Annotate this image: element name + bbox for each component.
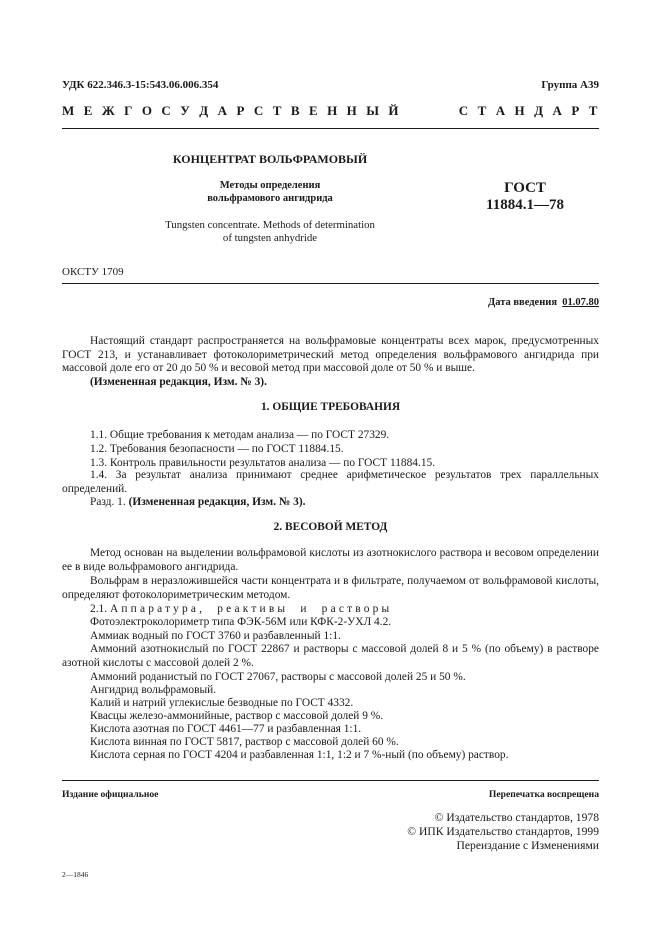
s2-item-5: Ангидрид вольфрамовый. — [90, 684, 217, 696]
s2-item-7: Квасцы железо-аммонийные, раствор с массовой долей 9 %. — [90, 710, 384, 722]
s2-subsection-label: Аппаратура, реактивы и растворы — [109, 603, 393, 615]
s2-item-1: Фотоэлектроколориметр типа ФЭК-56М или КФК-2-УХЛ 4.2. — [90, 616, 392, 628]
copyright-1999: © ИПК Издательство стандартов, 1999 — [407, 825, 599, 838]
copyright-block — [407, 811, 599, 853]
intro-date-value: 01.07.80 — [562, 297, 599, 308]
s2-item-8: Кислота азотная по ГОСТ 4461—77 и разбавленная 1:1. — [90, 723, 362, 735]
english-line-2: of tungsten anhydride — [222, 232, 318, 244]
udk-code: УДК 622.346.3-15:543.06.006.354 — [62, 79, 219, 91]
section-1-heading: 1. ОБЩИЕ ТРЕБОВАНИЯ — [260, 401, 401, 413]
s2-paragraph-1: Метод основан на выделении вольфрамовой кислоты из азотнокислого раствора и весовом определении ее в виде вольфрамового ангидрида. — [62, 547, 599, 573]
section-2-heading: 2. ВЕСОВОЙ МЕТОД — [273, 521, 388, 533]
subtitle-line-1: Методы определения — [219, 180, 321, 191]
s1-item-2: 1.2. Требования безопасности — по ГОСТ 11884.15. — [90, 443, 344, 455]
banner-standard: С Т А Н Д А Р Т — [458, 103, 599, 118]
reprint-notice: Перепечатка воспрещена — [488, 789, 599, 800]
s2-subsection-number: 2.1. — [90, 603, 108, 615]
doc-subtitle — [120, 179, 420, 205]
s2-item-2: Аммиак водный по ГОСТ 3760 и разбавленный 1:1. — [90, 630, 341, 642]
print-code: 2—1846 — [62, 870, 89, 879]
s1-item-1: 1.1. Общие требования к методам анализа — по ГОСТ 27329. — [90, 429, 390, 441]
gost-code: 11884.1—78 — [486, 197, 564, 213]
s1-revision — [90, 496, 599, 510]
header-rule — [62, 128, 599, 129]
gost-number — [460, 180, 590, 214]
group-label: Группа А39 — [541, 79, 599, 91]
s2-item-10: Кислота серная по ГОСТ 4204 и разбавленная 1:1, 1:2 и 7 %-ный (по объему) раствор. — [90, 749, 509, 761]
official-edition: Издание официальное — [62, 789, 159, 800]
s1-item-4: 1.4. За результат анализа принимают среднее арифметическое результатов трех параллельных определений. — [62, 469, 599, 495]
footer-rule — [62, 780, 599, 781]
reissue-note: Переиздание с Изменениями — [456, 839, 599, 852]
copyright-1978: © Издательство стандартов, 1978 — [434, 811, 599, 824]
s2-subsection-title — [90, 603, 599, 617]
s1-item-3: 1.3. Контроль правильности результатов анализа — по ГОСТ 11884.15. — [90, 457, 436, 469]
doc-title-english — [120, 219, 420, 245]
okstu-code: ОКСТУ 1709 — [62, 266, 124, 278]
s2-item-3: Аммоний азотнокислый по ГОСТ 22867 и растворы с массовой долей 8 и 5 % (по объему) в растворе азотной кислоты с массовой долей 2 %. — [62, 643, 599, 669]
s2-paragraph-2: Вольфрам в неразложившейся части концентрата и в фильтрате, получаемом от вольфрамовой кислоты, определяют фотоколориметрическим методом. — [62, 575, 599, 601]
doc-title: КОНЦЕНТРАТ ВОЛЬФРАМОВЫЙ — [172, 152, 368, 166]
s2-item-4: Аммоний роданистый по ГОСТ 27067, растворы с массовой долей 25 и 50 %. — [90, 671, 466, 683]
intro-date — [488, 296, 599, 310]
intro-revision: (Измененная редакция, Изм. № 3). — [90, 376, 267, 388]
english-line-1: Tungsten concentrate. Methods of determination — [165, 219, 375, 231]
banner-interstate: М Е Ж Г О С У Д А Р С Т В Е Н Н Ы Й — [62, 103, 401, 118]
intro-paragraph: Настоящий стандарт распространяется на вольфрамовые концентраты всех марок, предусмотренных ГОСТ 213, и устанавливает фотоколориметрический метод определения вольфрамового ангидрида при массовой доле его от 20 до 50 % и весовой метод при массовой доле от 50 % и выше. — [62, 335, 599, 375]
s2-item-6: Калий и натрий углекислые безводные по ГОСТ 4332. — [90, 697, 354, 709]
s1-revision-prefix: Разд. 1. — [90, 496, 126, 508]
gost-label: ГОСТ — [504, 180, 546, 196]
intro-date-label: Дата введения — [488, 297, 557, 308]
s2-item-9: Кислота винная по ГОСТ 5817, раствор с массовой долей 60 %. — [90, 736, 399, 748]
okstu-rule — [62, 283, 599, 284]
subtitle-line-2: вольфрамового ангидрида — [207, 193, 333, 204]
s1-revision-text: (Измененная редакция, Изм. № 3). — [128, 496, 306, 508]
